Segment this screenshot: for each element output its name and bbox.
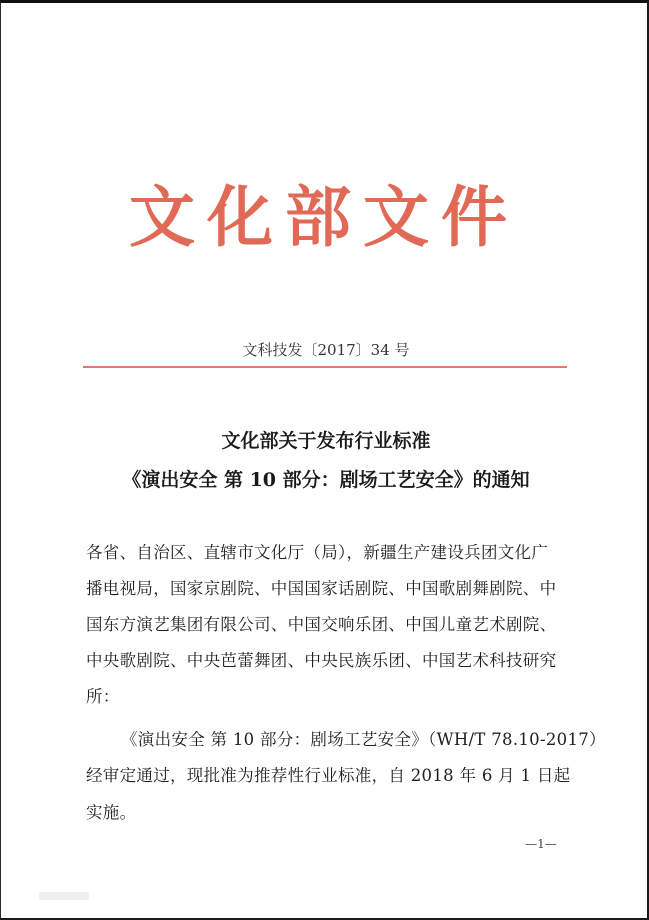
red-divider-line: [83, 366, 567, 368]
document-header-title: 文化部文件: [129, 178, 519, 256]
page-number: —1—: [525, 837, 557, 851]
notice-title-line-2: 《演出安全 第 10 部分：剧场工艺安全》的通知: [122, 469, 530, 491]
body-text-line: 播电视局，国家京剧院、中国国家话剧院、中国歌剧舞剧院、中: [86, 579, 557, 598]
body-text-line: 经审定通过，现批准为推荐性行业标准，自 2018 年 6 月 1 日起: [86, 766, 571, 785]
body-text-line: 实施。: [86, 803, 137, 822]
body-text-line: 中央歌剧院、中央芭蕾舞团、中央民族乐团、中国艺术科技研究: [86, 651, 557, 670]
body-text-line: 所：: [86, 687, 120, 706]
document-number: 文科技发〔2017〕34 号: [242, 341, 410, 359]
body-text-line: 《演出安全 第 10 部分：剧场工艺安全》（WH/T 78.10-2017）: [121, 730, 606, 749]
notice-title-line-1: 文化部关于发布行业标准: [221, 430, 431, 452]
scan-artifact: [39, 892, 89, 900]
body-text-line: 国东方演艺集团有限公司、中国交响乐团、中国儿童艺术剧院、: [86, 615, 557, 634]
body-text-line: 各省、自治区、直辖市文化厅（局），新疆生产建设兵团文化广: [86, 543, 549, 562]
